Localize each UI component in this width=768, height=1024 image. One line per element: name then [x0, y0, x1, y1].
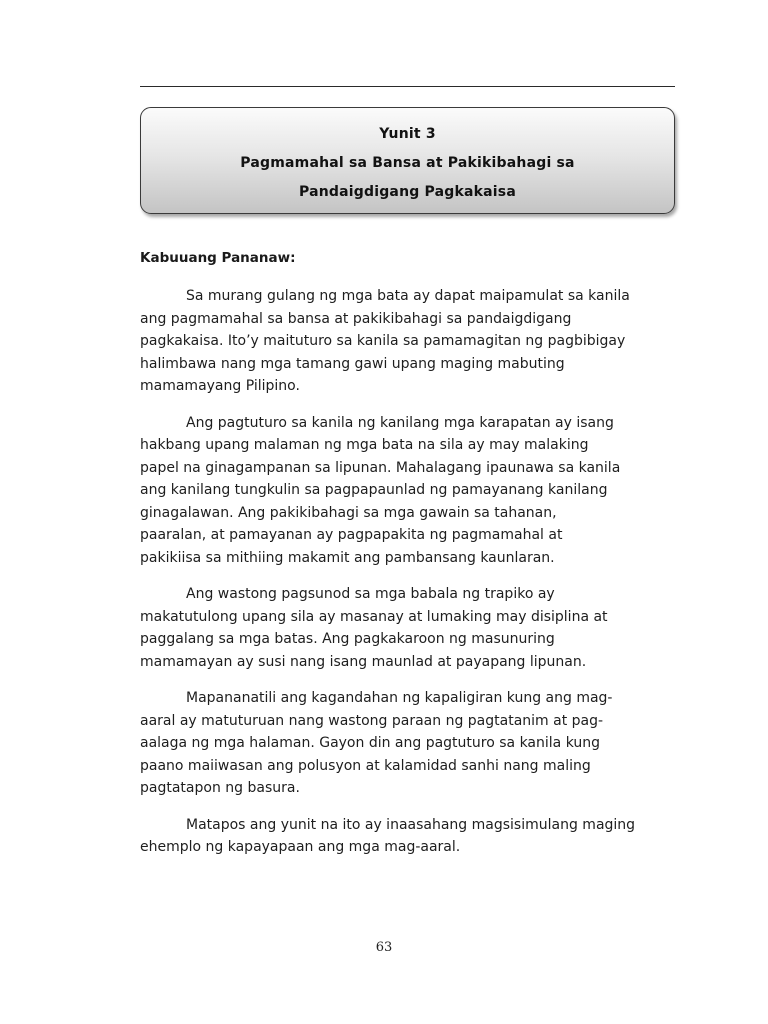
header-rule — [140, 86, 675, 87]
paragraph-line: makatutulong upang sila ay masanay at lumaking may disiplina at — [140, 608, 608, 625]
paragraph — [140, 285, 675, 398]
paragraph-line: ang pagmamahal sa bansa at pakikibahagi sa pandaigdigang — [140, 310, 572, 327]
paragraph — [140, 814, 675, 859]
paragraph-line: paano maiiwasan ang polusyon at kalamidad sanhi nang maling — [140, 757, 591, 774]
paragraph-line: Ang wastong pagsunod sa mga babala ng trapiko ay — [186, 586, 555, 602]
paragraph-line: pagkakaisa. Ito’y maituturo sa kanila sa pamamagitan ng pagbibigay — [140, 333, 626, 349]
paragraph-line: papel na ginagampanan sa lipunan. Mahalagang ipaunawa sa kanila — [140, 459, 621, 476]
page-number: 63 — [375, 940, 393, 955]
paragraph-line: pakikiisa sa mithiing makamit ang pambansang kaunlaran. — [140, 549, 555, 566]
paragraph — [140, 412, 675, 570]
paragraph-line: ang kanilang tungkulin sa pagpapaunlad ng pamayanang kanilang — [140, 482, 608, 498]
paragraph — [140, 583, 675, 673]
paragraph-line: pagtatapon ng basura. — [140, 780, 300, 796]
paragraph-line: paaralan, at pamayanan ay pagpapakita ng pagmamahal at — [140, 527, 563, 543]
unit-title-box — [140, 107, 675, 214]
paragraph-line: Ang pagtuturo sa kanila ng kanilang mga karapatan ay isang — [186, 414, 614, 431]
body-text — [140, 285, 675, 873]
paragraph-line: halimbawa nang mga tamang gawi upang maging mabuting — [140, 355, 565, 372]
paragraph-line: Sa murang gulang ng mga bata ay dapat maipamulat sa kanila — [186, 288, 630, 304]
paragraph-line: ehemplo ng kapayapaan ang mga mag-aaral. — [140, 839, 461, 855]
paragraph — [140, 687, 675, 800]
unit-title-line-2: Pandaigdigang Pagkakaisa — [299, 184, 516, 200]
unit-title-line-1: Pagmamahal sa Bansa at Pakikibahagi sa — [240, 155, 575, 171]
overview-heading: Kabuuang Pananaw: — [140, 250, 296, 266]
unit-label: Yunit 3 — [379, 126, 436, 142]
paragraph-line: ginagalawan. Ang pakikibahagi sa mga gawain sa tahanan, — [140, 504, 557, 521]
paragraph-line: paggalang sa mga batas. Ang pagkakaroon ng masunuring — [140, 631, 555, 647]
paragraph-line: aalaga ng mga halaman. Gayon din ang pagtuturo sa kanila kung — [140, 735, 601, 751]
paragraph-line: hakbang upang malaman ng mga bata na sila ay may malaking — [140, 437, 589, 453]
paragraph-line: mamamayang Pilipino. — [140, 378, 300, 394]
paragraph-line: Mapananatili ang kagandahan ng kapaligiran kung ang mag- — [186, 690, 613, 706]
paragraph-line: Matapos ang yunit na ito ay inaasahang magsisimulang maging — [186, 816, 636, 833]
paragraph-line: mamamayan ay susi nang isang maunlad at payapang lipunan. — [140, 653, 587, 670]
paragraph-line: aaral ay matuturuan nang wastong paraan ng pagtatanim at pag- — [140, 712, 604, 729]
